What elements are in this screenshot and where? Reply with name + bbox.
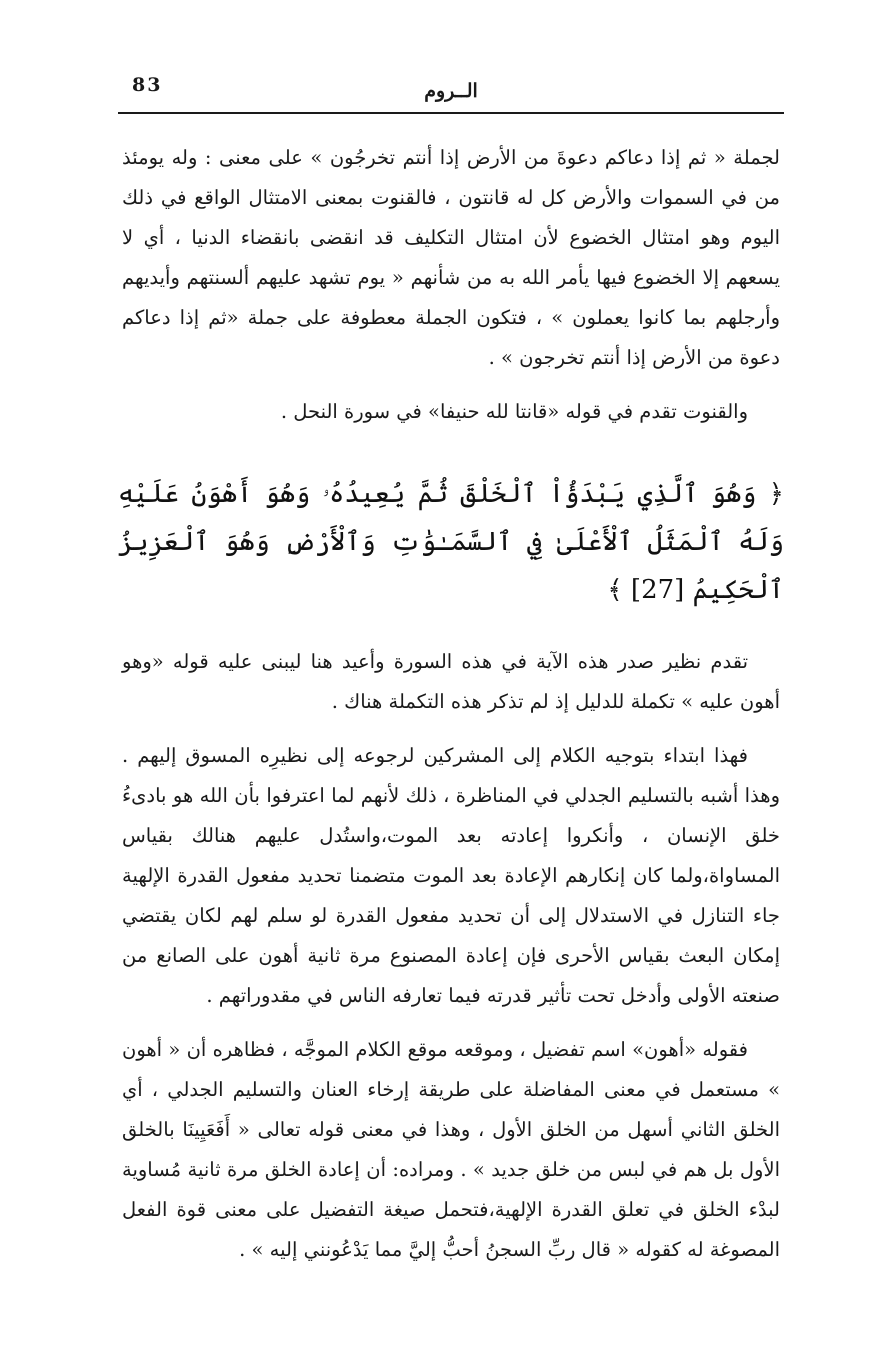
book-page — [118, 70, 784, 1284]
verse-close-bracket: ﴾ — [607, 575, 623, 605]
page-number: 83 — [132, 74, 163, 96]
page-header — [118, 70, 784, 112]
commentary-paragraph-3: فقوله «أهون» اسم تفضيل ، وموقعه موقع الكلام الموجَّه ، فظاهره أن « أهون » مستعمل في معنى المفاضلة على طريقة إرخاء العنان والتسليم الجدلي ، أي الخلق الثاني أسهل من الخلق الأول ، وهذا في معنى قوله تعالى « أَفَعَيِينَا بالخلق الأول بل هم في لبس من خلق جديد » . ومراده: أن إعادة الخلق مرة ثانية مُساوية لبدْء الخلق في تعلق القدرة الإلهية،فتحمل صيغة التفضيل على معنى قوة الفعل المصوغة له كقوله « قال ربِّ السجنُ أحبُّ إليَّ مما يَدْعُونني إليه » . — [122, 1038, 780, 1261]
header-rule — [118, 112, 784, 114]
verse-text: وَهُوَ ٱلَّذِي يَبْدَؤُاْ ٱلْخَلْقَ ثُمَّ يُعِيدُهُۥ وَهُوَ أَهْوَنُ عَلَيْهِ وَلَهُ ٱلْمَثَلُ ٱلْأَعْلَىٰ فِي ٱلسَّمَـٰوَٰتِ وَٱلْأَرْضِ وَهُوَ ٱلْعَزِيزُ ٱلْحَكِيمُ [27] — [118, 479, 784, 605]
paragraph-qunut: والقنوت تقدم في قوله «قانتا لله حنيفا» في سورة النحل . — [280, 400, 748, 423]
commentary-paragraph-2: فهذا ابتداء بتوجيه الكلام إلى المشركين لرجوعه إلى نظيرِه المسوق إليهم . وهذا أشبه بالتسليم الجدلي في المناظرة ، ذلك لأنهم لما اعترفوا بأن الله هو بادىءُ خلق الإنسان ، وأنكروا إعادته بعد الموت،واستُدل عليهم هنالك بقياس المساواة،ولما كان إنكارهم الإعادة بعد الموت متضمنا تحديد مفعول القدرة الإلهية جاء التنازل في الاستدلال إلى أن تحديد مفعول القدرة لو سلم لهم لكان يقتضي إمكان البعث بقياس الأحرى فإن إعادة المصنوع مرة ثانية أهون على الصانع من صنعته الأولى وأدخل تحت تأثير قدرته فيما تعارفه الناس في مقدوراتهم . — [122, 744, 780, 1007]
running-title: الــروم — [424, 80, 478, 102]
quran-verse — [118, 470, 784, 614]
verse-open-bracket: ﴿ — [768, 479, 784, 509]
commentary-paragraph-1: تقدم نظير صدر هذه الآية في هذه السورة وأعيد هنا ليبنى عليه قوله «وهو أهون عليه » تكملة للدليل إذ لم تذكر هذه التكملة هناك . — [122, 650, 780, 713]
paragraph-continuation: لجملة « ثم إذا دعاكم دعوةَ من الأرض إذا أنتم تخرجُون » على معنى : وله يومئذ من في السموات والأرض كل له قانتون ، فالقنوت بمعنى الامتثال الواقع في ذلك اليوم وهو امتثال الخضوع لأن امتثال التكليف قد انقضى بانقضاء الدنيا ، أي لا يسعهم إلا الخضوع فيها يأمر الله به من شأنهم « يوم تشهد عليهم ألسنتهم وأيديهم وأرجلهم بما كانوا يعملون » ، فتكون الجملة معطوفة على جملة «ثم إذا دعاكم دعوة من الأرض إذا أنتم تخرجون » . — [122, 146, 780, 369]
